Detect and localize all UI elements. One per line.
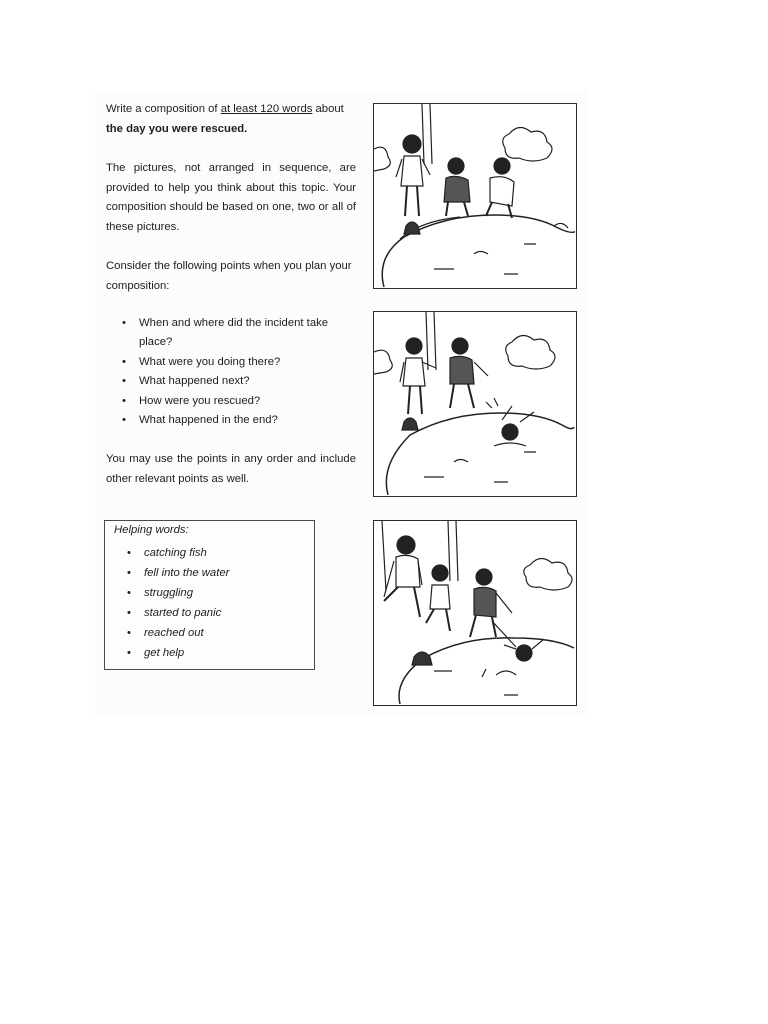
list-item: • What happened next?	[120, 372, 360, 391]
instruction-text-end: about	[312, 103, 344, 115]
list-item: • When and where did the incident take place?	[120, 314, 360, 353]
list-item: • reached out	[125, 623, 229, 643]
picture-panel-2	[373, 311, 577, 497]
pictures-note: The pictures, not arranged in sequence, are provided to help you think about this topic. Your composition should be based on one, two or all of these pictures.	[106, 162, 356, 233]
illustration-boy-struggling	[374, 521, 575, 704]
list-item: • fell into the water	[125, 563, 229, 583]
picture-panel-3	[373, 520, 577, 706]
picture-panel-1	[373, 103, 577, 289]
word-count-requirement: at least 120 words	[220, 103, 313, 115]
list-item: • What were you doing there?	[120, 353, 360, 372]
instruction-text: Write a composition of	[106, 103, 221, 115]
composition-topic: the day you were rescued.	[106, 122, 248, 135]
list-item: • started to panic	[125, 603, 229, 623]
illustration-boy-falls-in	[374, 312, 575, 495]
list-item: • What happened in the end?	[120, 411, 360, 430]
composition-instruction	[106, 100, 356, 139]
helping-words-box	[104, 520, 315, 670]
order-note: You may use the points in any order and include other relevant points as well.	[106, 453, 356, 485]
planning-points-list	[120, 314, 360, 430]
list-item: • get help	[125, 643, 229, 663]
consider-text: Consider the following points when you plan your composition:	[106, 260, 352, 292]
list-item: • catching fish	[125, 543, 229, 563]
list-item: • How were you rescued?	[120, 392, 360, 411]
helping-words-title: Helping words:	[114, 524, 189, 536]
illustration-children-at-pond	[374, 104, 575, 287]
list-item: • struggling	[125, 583, 229, 603]
helping-words-list	[125, 543, 229, 663]
